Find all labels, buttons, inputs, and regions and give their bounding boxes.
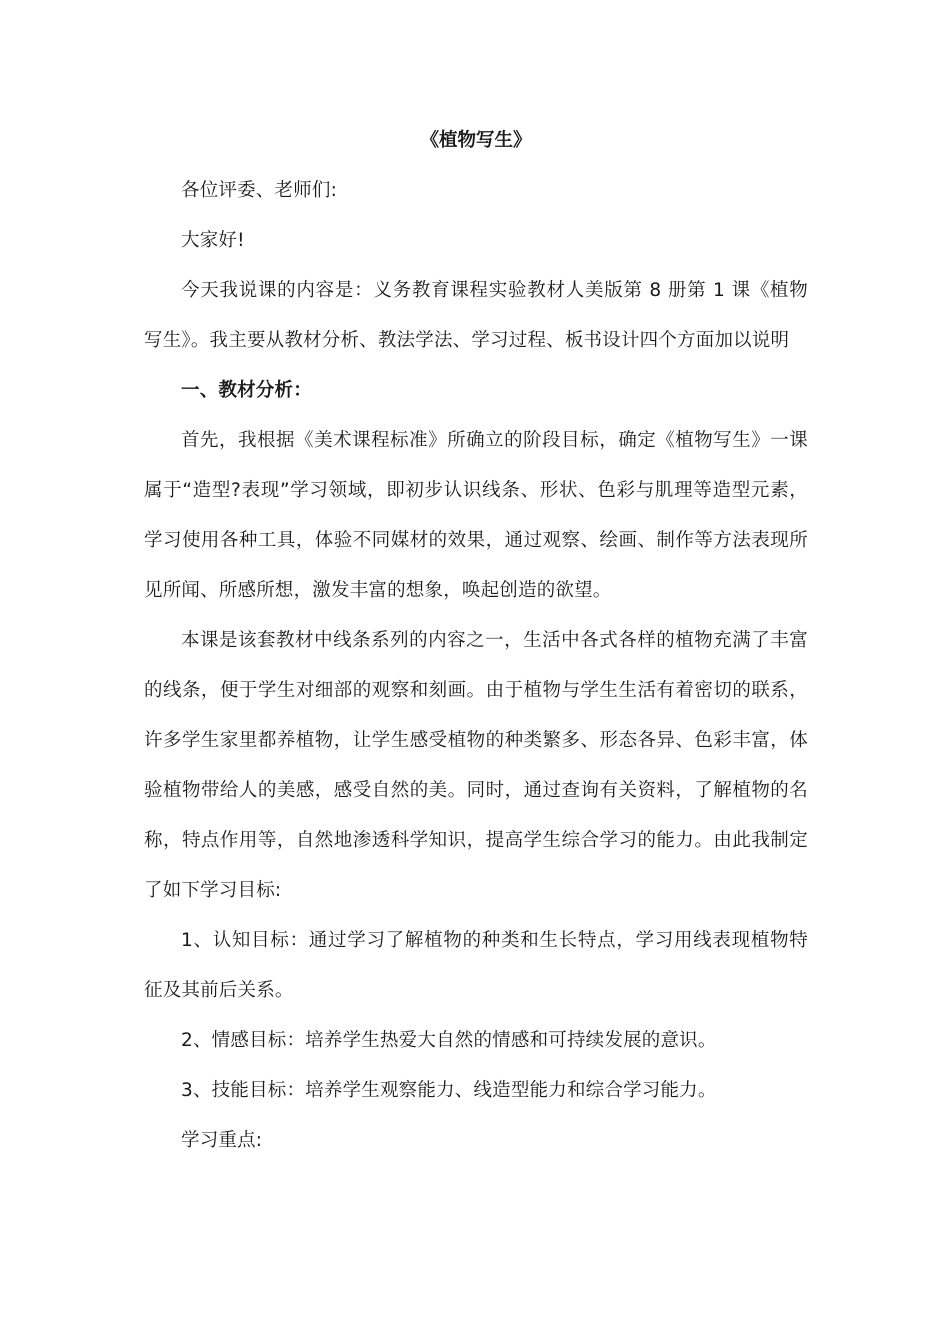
body-paragraph: 首先，我根据《美术课程标准》所确立的阶段目标，确定《植物写生》一课属于“造型?表现”学习领域，即初步认识线条、形状、色彩与肌理等造型元素，学习使用各种工具，体验不同媒材的效果，通过观察、绘画、制作等方法表现所见所闻、所感所想，激发丰富的想象，唤起创造的欲望。 — [144, 430, 808, 601]
document-title: 《植物写生》 — [420, 130, 532, 151]
intro-paragraph: 今天我说课的内容是：义务教育课程实验教材人美版第 8 册第 1 课《植物写生》。我主要从教材分析、教法学法、学习过程、板书设计四个方面加以说明 — [144, 280, 808, 351]
body-paragraph: 本课是该套教材中线条系列的内容之一，生活中各式各样的植物充满了丰富的线条，便于学生对细部的观察和刻画。由于植物与学生生活有着密切的联系，许多学生家里都养植物，让学生感受植物的种类繁多、形态各异、色彩丰富，体验植物带给人的美感，感受自然的美。同时，通过查询有关资料，了解植物的名称，特点作用等，自然地渗透科学知识，提高学生综合学习的能力。由此我制定了如下学习目标: — [144, 630, 808, 901]
section-heading: 一、教材分析： — [181, 380, 312, 401]
goal-item: 1、认知目标：通过学习了解植物的种类和生长特点，学习用线表现植物特征及其前后关系。 — [144, 930, 808, 1001]
goal-item: 3、技能目标：培养学生观察能力、线造型能力和综合学习能力。 — [181, 1080, 717, 1101]
key-points-label: 学习重点: — [181, 1130, 263, 1151]
greeting-paragraph: 各位评委、老师们: — [181, 180, 338, 201]
document-page — [144, 116, 808, 1166]
goal-item: 2、情感目标：培养学生热爱大自然的情感和可持续发展的意识。 — [181, 1030, 717, 1051]
greeting-paragraph: 大家好! — [181, 230, 245, 251]
